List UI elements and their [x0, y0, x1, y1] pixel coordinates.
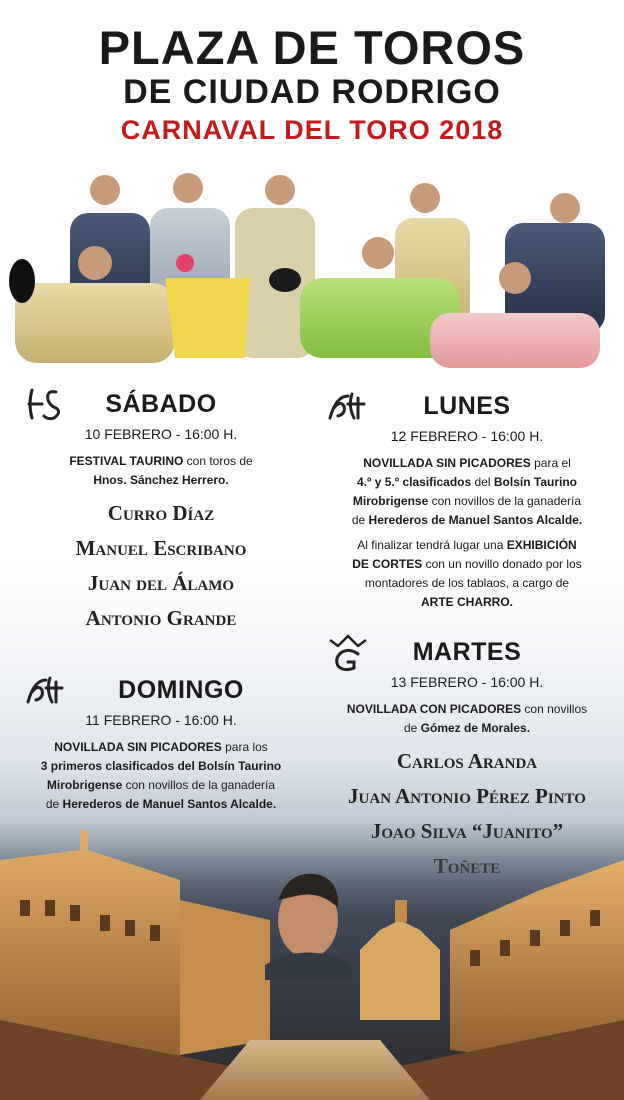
fi-brand-icon	[24, 672, 68, 708]
extra-lunes: Al finalizar tendrá lugar una EXHIBICIÓN DE CORTES con un novillo donado por los montadores de los tablaos, a cargo de ARTE CHARRO.	[352, 538, 582, 609]
date-sabado: 10 FEBRERO - 16:00 H.	[84, 426, 238, 442]
day-martes: MARTES	[412, 638, 522, 666]
date-lunes: 12 FEBRERO - 16:00 H.	[390, 428, 544, 444]
novillero-name: Juan Antonio Pérez Pinto	[348, 784, 586, 808]
hs-brand-icon	[26, 386, 66, 422]
day-domingo: DOMINGO	[118, 676, 244, 704]
lunes-section	[318, 386, 616, 612]
desc-lunes: NOVILLADA SIN PICADORES para el 4.º y 5.º clasificados del Bolsín Taurino Mirobrigense con novillos de la ganadería de Herederos de Manuel Santos Alcalde.	[351, 456, 583, 527]
matador-name: Manuel Escribano	[75, 536, 247, 560]
desc-martes: NOVILLADA CON PICADORES con novillos de Gómez de Morales.	[346, 702, 588, 735]
matador-name: Juan del Álamo	[87, 571, 235, 595]
date-domingo: 11 FEBRERO - 16:00 H.	[85, 712, 237, 728]
title-ciudad: DE CIUDAD RODRIGO	[123, 73, 501, 111]
plaza-illustration	[0, 820, 624, 1100]
matador-name: Antonio Grande	[85, 606, 237, 630]
fi-brand-icon	[326, 388, 370, 424]
day-sabado: SÁBADO	[105, 390, 217, 418]
bullfighters-photo	[0, 168, 624, 368]
title-plaza: PLAZA DE TOROS	[98, 21, 526, 74]
crown-g-brand-icon	[326, 634, 370, 672]
day-lunes: LUNES	[423, 392, 511, 420]
sabado-cartel	[18, 496, 304, 636]
domingo-section	[18, 670, 304, 814]
novillero-name: Carlos Aranda	[396, 749, 538, 773]
date-martes: 13 FEBRERO - 16:00 H.	[390, 674, 544, 690]
desc-sabado: FESTIVAL TAURINO con toros de Hnos. Sánchez Herrero.	[69, 454, 253, 487]
desc-domingo: NOVILLADA SIN PICADORES para los 3 primeros clasificados del Bolsín Taurino Mirobrigense con novillos de la ganadería de Herederos de Manuel Santos Alcalde.	[40, 740, 282, 811]
sabado-section	[18, 384, 304, 636]
title-carnaval: CARNAVAL DEL TORO 2018	[120, 115, 504, 145]
matador-name: Curro Díaz	[107, 501, 215, 525]
